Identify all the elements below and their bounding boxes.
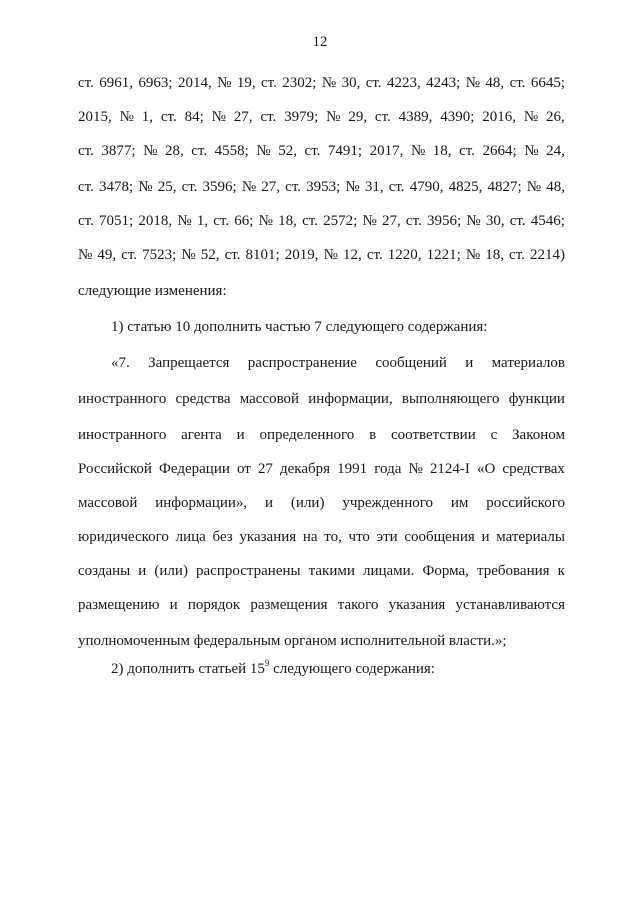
word: 8101; [245,247,280,263]
word: «7. [111,355,130,371]
text-line-8 [111,317,565,337]
word: № [523,109,539,125]
word: Запрещается [148,355,230,371]
word: с [490,427,498,443]
text-line-5 [78,211,565,231]
word: ст. [78,143,94,159]
word: иностранного [78,391,167,407]
word: им [450,495,469,511]
word: 4558; [214,143,249,159]
word: Форма, [422,563,469,579]
word: 7523; [142,247,177,263]
word: и [465,355,474,371]
word: 52, [200,247,220,263]
word: юридического [78,529,169,545]
word: 2302; [282,75,317,91]
word: № [362,213,377,229]
word: № [241,179,257,195]
text-line-16 [78,595,565,615]
word: ст. [302,213,318,229]
text-line-11 [78,425,565,445]
word: 3478; [98,179,134,195]
text-line-12 [78,459,565,479]
word: 49, [97,247,117,263]
word: функции [508,391,565,407]
word: 2572; [323,213,358,229]
word: 48, [485,75,505,91]
text-line-4 [78,177,565,197]
word: 3956; [426,213,462,229]
word: информации, [308,391,393,407]
word: 4546; [530,213,565,229]
word: № [217,75,232,91]
word: (или) [154,563,188,579]
word: 4389, [398,109,433,125]
word: выполняющего [401,391,500,407]
word: № [345,179,360,195]
word: 3596; [202,179,237,195]
word: 25, [157,179,177,195]
word: и [236,427,245,443]
text-line-10 [78,389,565,409]
word: № [143,143,158,159]
word: массовой [78,495,138,511]
word: № [526,179,542,195]
word: ст. [260,109,277,125]
word: информации», [155,495,248,511]
text-line-13 [78,493,565,513]
word: № [524,143,539,159]
word: ст. [509,75,526,91]
word: 6961, [99,75,133,91]
word: ст. [366,247,383,263]
word: 27, [381,213,401,229]
word: (или) [290,495,325,511]
word: 28, [164,143,184,159]
word: ст. [160,109,177,125]
word: года [374,461,402,477]
word: 4825, [448,179,483,195]
word: 31, [364,179,384,195]
word: то, [324,529,342,545]
word: 2124-I [429,461,470,477]
word: такого [337,597,379,613]
word: материалы [496,529,565,545]
superscript-nine: 9 [264,658,270,668]
word: № [177,213,192,229]
word: 18, [485,247,504,263]
word: 84; [184,109,204,125]
word: средства [175,391,231,407]
last-line-before: 2) дополнить статьей 15 [111,661,265,677]
word: 6963; [138,75,173,91]
word: указания [239,529,297,545]
word: 27 [257,461,273,477]
word: указания [388,597,446,613]
word: № [465,75,481,91]
page-number: 12 [312,34,328,50]
word: 6645; [530,75,565,91]
text-line-14 [78,527,565,547]
word: № [326,109,341,125]
word: средствах [502,461,565,477]
word: ст. [459,143,475,159]
word: и [265,495,274,511]
word: 3979; [284,109,319,125]
word: массовой [239,391,300,407]
word: 4390; [440,109,475,125]
word: ст. [78,75,94,91]
word: учрежденного [342,495,434,511]
word: такими [308,563,355,579]
text-line-17 [78,631,565,651]
word: 48, [546,179,565,195]
word: определенного [259,427,355,443]
text-line-15 [78,561,565,581]
word: № [466,213,481,229]
word: № [256,143,271,159]
word: 2016, [482,109,517,125]
word: ст. [405,213,422,229]
word: 4827; [487,179,522,195]
word: 3877; [101,143,136,159]
word: 1, [196,213,209,229]
word: 2664; [482,143,517,159]
word: № [321,75,337,91]
word: ст. [121,247,138,263]
word: что [348,529,370,545]
word: лицами. [362,563,415,579]
word: на [302,529,318,545]
line-text: уполномоченным федеральным органом исполнительной власти.»; [78,633,507,649]
word: 2019, [284,247,319,263]
word: № [119,109,134,125]
word: к [557,563,565,579]
word: ст. [78,213,94,229]
word: 1991 [337,461,368,477]
word: ст. [213,213,230,229]
word: № [211,109,226,125]
word: № [465,247,481,263]
word: № [323,247,338,263]
text-line-6 [78,245,565,265]
word: № [410,143,426,159]
word: № [408,461,423,477]
word: ст. [304,143,321,159]
word: 7491; [327,143,363,159]
word: 1220, [387,247,422,263]
word: ст. [181,179,198,195]
word: материалов [491,355,565,371]
word: 2017, [369,143,404,159]
word: в [369,427,377,443]
word: агента [181,427,222,443]
text-line-last [111,659,565,679]
word: 12, [343,247,362,263]
word: № [78,247,93,263]
word: 1221; [426,247,461,263]
word: и [138,563,147,579]
word: устанавливаются [455,597,565,613]
word: эти [376,529,398,545]
word: 19, [236,75,256,91]
last-line-after: следующего содержания: [269,661,435,677]
word: порядок [187,597,241,613]
text-line-2 [78,107,565,127]
word: сообщения [404,529,475,545]
text-line-9 [111,353,565,373]
word: 4790, [409,179,444,195]
word: 66; [234,213,254,229]
text-line-7 [78,281,565,301]
word: Российской [78,461,152,477]
word: российского [486,495,565,511]
word: Законом [512,427,565,443]
word: 18, [432,143,452,159]
word: 4243; [426,75,461,91]
word: ст. [374,109,391,125]
word: ст. [224,247,241,263]
word: 2014, [177,75,212,91]
word: «О [476,461,496,477]
word: 1, [141,109,154,125]
line-text: 1) статью 10 дополнить частью 7 следующего содержания: [111,319,488,335]
word: размещению [78,597,160,613]
word: Федерации [159,461,230,477]
word: соответствии [390,427,476,443]
word: ст. [388,179,405,195]
word: № [138,179,153,195]
word: 3953; [306,179,341,195]
word: распространены [196,563,301,579]
word: 2015, [78,109,112,125]
word: от [236,461,251,477]
word: 18, [278,213,297,229]
word: 2018, [138,213,173,229]
word: распространение [247,355,357,371]
word: декабря [280,461,331,477]
word: и [169,597,178,613]
word: ст. [191,143,208,159]
word: 26, [546,109,565,125]
word: 29, [348,109,368,125]
word: без [212,529,233,545]
word: ст. [509,213,526,229]
word: и [481,529,490,545]
word: 30, [485,213,505,229]
word: 27, [261,179,281,195]
word: 27, [233,109,253,125]
word: 52, [278,143,297,159]
word: ст. [365,75,382,91]
word: ст. [78,179,94,195]
text-line-1 [78,73,565,93]
word: сообщений [375,355,447,371]
word: 24, [546,143,565,159]
line-text: следующие изменения: [78,283,227,299]
word: созданы [78,563,131,579]
word: иностранного [78,427,167,443]
word: ст. [509,247,525,263]
word: ст. [261,75,277,91]
word: № [258,213,273,229]
word: 7051; [99,213,134,229]
word: 2214) [529,247,565,263]
text-line-3 [78,141,565,161]
word: размещения [250,597,328,613]
word: ст. [285,179,301,195]
word: 30, [341,75,361,91]
word: № [181,247,196,263]
word: лица [175,529,206,545]
word: 4223, [386,75,421,91]
word: требования [477,563,550,579]
